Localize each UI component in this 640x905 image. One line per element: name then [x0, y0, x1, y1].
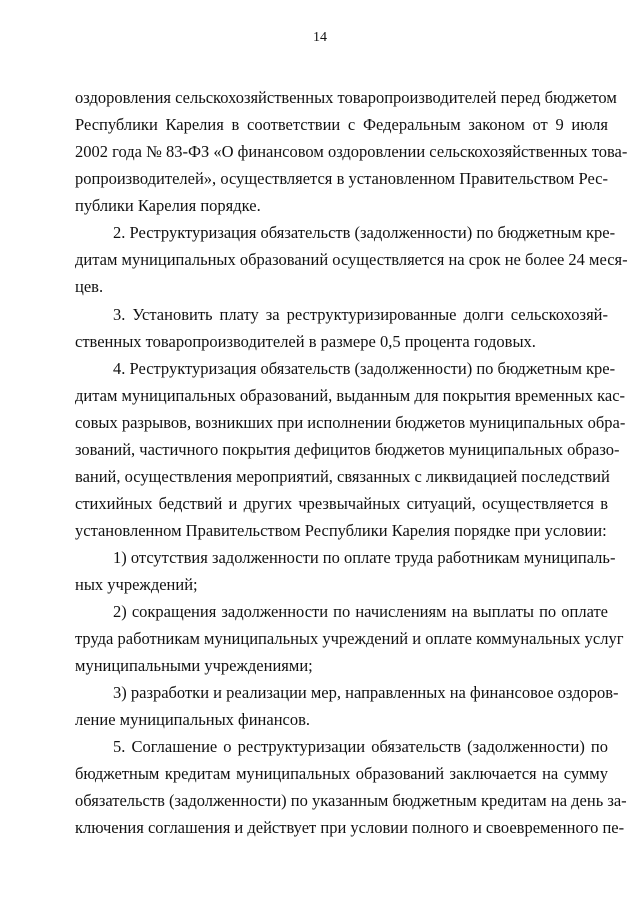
- text-line: 2002 года № 83-ФЗ «О финансовом оздоровлении сельскохозяйственных това-: [75, 142, 628, 161]
- text-line: 2. Реструктуризация обязательств (задолженности) по бюджетным кре-: [113, 223, 616, 242]
- text-line: ропроизводителей», осуществляется в установленном Правительством Рес-: [75, 169, 608, 188]
- text-line: 3) разработки и реализации мер, направленных на финансовое оздоров-: [113, 683, 619, 702]
- text-line: 1) отсутствия задолженности по оплате труда работникам муниципаль-: [113, 548, 616, 567]
- text-line: дитам муниципальных образований, выданным для покрытия временных кас-: [75, 386, 626, 405]
- text-line: 5. Соглашение о реструктуризации обязательств (задолженности) по: [113, 737, 608, 756]
- text-line: публики Карелия порядке.: [75, 196, 261, 215]
- text-line: дитам муниципальных образований осуществляется на срок не более 24 меся-: [75, 250, 628, 269]
- text-line: 3. Установить плату за реструктуризированные долги сельскохозяй-: [113, 305, 608, 324]
- text-line: цев.: [75, 277, 104, 296]
- text-line: 2) сокращения задолженности по начислениям на выплаты по оплате: [113, 602, 608, 621]
- text-line: ных учреждений;: [75, 575, 198, 594]
- text-line: ление муниципальных финансов.: [75, 710, 311, 729]
- text-line: муниципальными учреждениями;: [75, 656, 313, 675]
- text-line: стихийных бедствий и других чрезвычайных ситуаций, осуществляется в: [75, 494, 608, 513]
- text-line: совых разрывов, возникших при исполнении бюджетов муниципальных обра-: [75, 413, 626, 432]
- text-line: обязательств (задолженности) по указанным бюджетным кредитам на день за-: [75, 791, 627, 810]
- text-line: 4. Реструктуризация обязательств (задолженности) по бюджетным кре-: [113, 359, 616, 378]
- text-line: бюджетным кредитам муниципальных образований заключается на сумму: [75, 764, 608, 783]
- text-line: ключения соглашения и действует при условии полного и своевременного пе-: [75, 818, 625, 837]
- text-line: оздоровления сельскохозяйственных товаропроизводителей перед бюджетом: [75, 88, 617, 107]
- text-line: Республики Карелия в соответствии с Федеральным законом от 9 июля: [75, 115, 608, 134]
- text-line: труда работникам муниципальных учреждений и оплате коммунальных услуг: [75, 629, 624, 648]
- text-line: ственных товаропроизводителей в размере 0,5 процента годовых.: [75, 332, 536, 351]
- text-line: зований, частичного покрытия дефицитов бюджетов муниципальных образо-: [75, 440, 620, 459]
- text-line: ваний, осуществления мероприятий, связанных с ликвидацией последствий: [75, 467, 610, 486]
- page-number: 14: [313, 30, 327, 45]
- text-line: установленном Правительством Республики Карелия порядке при условии:: [75, 521, 607, 540]
